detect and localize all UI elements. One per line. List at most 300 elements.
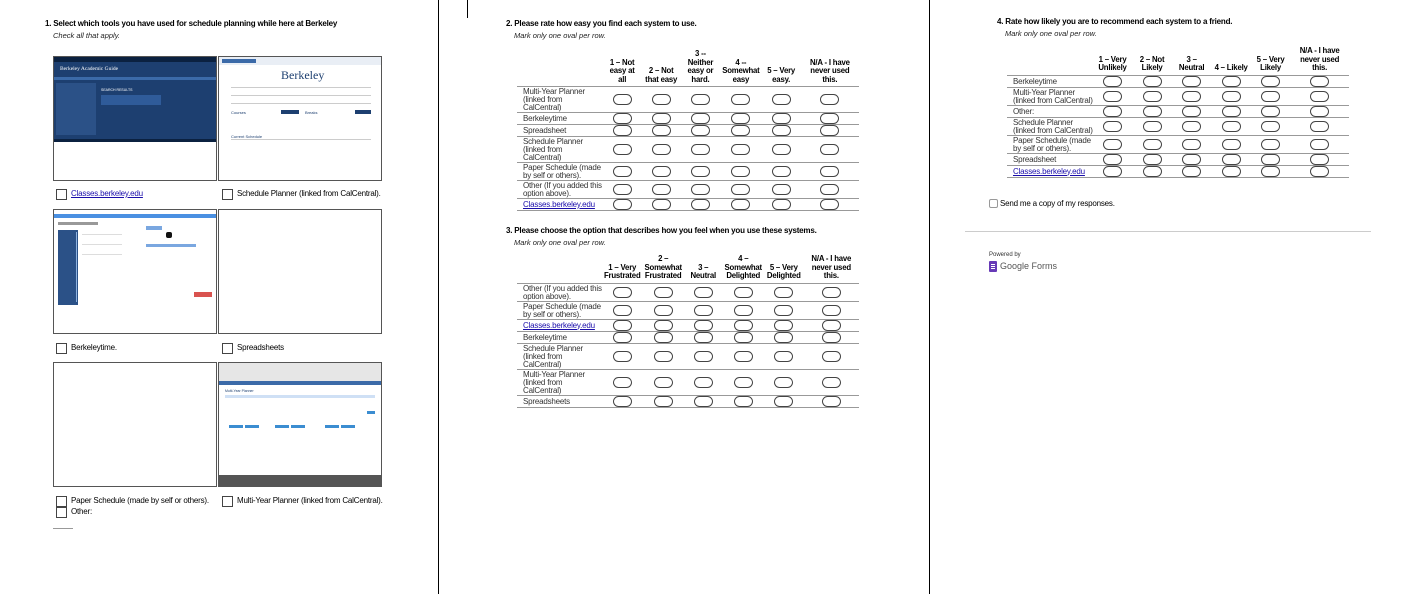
grid-cell	[642, 137, 681, 163]
page-divider-1	[438, 0, 439, 594]
grid-column-header: 4 – Somewhat Delighted	[724, 254, 762, 280]
grid-row-label: Schedule Planner (linked from CalCentral)	[517, 137, 603, 163]
radio-oval[interactable]	[1182, 76, 1201, 87]
radio-oval[interactable]	[1261, 166, 1280, 177]
thumb-breaks: Breaks	[305, 110, 318, 115]
grid-cell	[642, 125, 681, 137]
radio-oval[interactable]	[654, 377, 673, 388]
radio-oval[interactable]	[613, 125, 632, 136]
radio-oval[interactable]	[774, 377, 793, 388]
radio-oval[interactable]	[734, 305, 753, 316]
grid-cell	[684, 331, 723, 343]
grid-cell	[643, 395, 684, 407]
radio-oval[interactable]	[772, 184, 791, 195]
thumb-multi-year-title: Multi-Year Planner	[225, 389, 254, 393]
radio-oval[interactable]	[691, 199, 710, 210]
grid-cell	[1172, 117, 1212, 135]
grid-cell	[603, 137, 642, 163]
grid-cell	[681, 163, 720, 181]
grid-cell	[764, 301, 804, 319]
q1-instruction: Check all that apply.	[53, 31, 120, 40]
grid-cell	[1251, 87, 1290, 105]
q3-grid	[517, 255, 859, 408]
grid-cell	[801, 199, 859, 211]
grid-cell	[801, 87, 859, 113]
grid-cell	[681, 87, 720, 113]
radio-oval[interactable]	[1182, 121, 1201, 132]
grid-cell	[1290, 105, 1349, 117]
grid-column-header: 1 – Not easy at all	[609, 57, 635, 84]
radio-oval[interactable]	[1222, 139, 1241, 150]
thumb-current-schedule: Current Schedule	[231, 134, 263, 139]
radio-oval[interactable]	[1310, 166, 1329, 177]
radio-oval[interactable]	[613, 144, 632, 155]
grid-cell	[684, 301, 723, 319]
grid-cell	[762, 163, 801, 181]
radio-oval[interactable]	[731, 166, 750, 177]
radio-oval[interactable]	[774, 305, 793, 316]
grid-cell	[804, 301, 859, 319]
grid-corner	[517, 255, 602, 283]
grid-cell	[1172, 105, 1212, 117]
checkbox-other[interactable]	[56, 507, 67, 518]
radio-oval[interactable]	[822, 351, 841, 362]
grid-column-header: N/A - I have never used this.	[809, 57, 850, 84]
grid-cell	[643, 331, 684, 343]
checkbox-spreadsheets[interactable]	[222, 343, 233, 354]
radio-oval[interactable]	[820, 166, 839, 177]
radio-oval[interactable]	[734, 320, 753, 331]
grid-cell	[1093, 75, 1133, 87]
radio-oval[interactable]	[691, 166, 710, 177]
radio-oval[interactable]	[1261, 91, 1280, 102]
grid-row	[1007, 165, 1349, 177]
option-schedule-planner-label: Schedule Planner (linked from CalCentral).	[237, 189, 381, 198]
radio-oval[interactable]	[694, 396, 713, 407]
grid-cell	[720, 87, 761, 113]
grid-row-label: Classes.berkeley.edu	[1007, 165, 1093, 177]
grid-column-header: N/A - I have never used this.	[811, 254, 852, 280]
radio-oval[interactable]	[1143, 121, 1162, 132]
radio-oval[interactable]	[1310, 91, 1329, 102]
checkbox-paper-schedule[interactable]	[56, 496, 67, 507]
grid-cell	[1290, 135, 1349, 153]
thumb-courses: Courses	[231, 110, 246, 115]
radio-oval[interactable]	[1103, 121, 1122, 132]
option-paper-schedule-label: Paper Schedule (made by self or others).	[71, 496, 209, 505]
grid-column-header: 4 -- Somewhat easy	[722, 57, 760, 84]
radio-oval[interactable]	[652, 113, 671, 124]
radio-oval[interactable]	[613, 287, 632, 298]
grid-cell	[1251, 105, 1290, 117]
grid-cell	[681, 181, 720, 199]
radio-oval[interactable]	[694, 351, 713, 362]
radio-oval[interactable]	[613, 320, 632, 331]
grid-row	[1007, 75, 1349, 87]
grid-cell	[681, 113, 720, 125]
radio-oval[interactable]	[654, 305, 673, 316]
grid-column-header: 4 – Likely	[1214, 63, 1248, 72]
grid-cell	[804, 331, 859, 343]
grid-cell	[643, 319, 684, 331]
radio-oval[interactable]	[1222, 154, 1241, 165]
grid-cell	[684, 395, 723, 407]
radio-oval[interactable]	[1261, 106, 1280, 117]
radio-oval[interactable]	[774, 332, 793, 343]
grid-column-header: 3 – Neutral	[1178, 54, 1205, 72]
grid-cell	[681, 137, 720, 163]
grid-row-label: Berkeleytime	[517, 113, 603, 125]
checkbox-schedule-planner[interactable]	[222, 189, 233, 200]
radio-oval[interactable]	[820, 144, 839, 155]
grid-cell	[603, 199, 642, 211]
grid-cell	[602, 395, 643, 407]
grid-row-label: Schedule Planner (linked from CalCentral)	[1007, 117, 1093, 135]
other-text-line[interactable]	[53, 528, 73, 529]
grid-row	[517, 343, 859, 369]
page-divider-2	[929, 0, 930, 594]
grid-row	[1007, 105, 1349, 117]
radio-oval[interactable]	[820, 125, 839, 136]
radio-oval[interactable]	[652, 125, 671, 136]
grid-cell	[1132, 165, 1171, 177]
radio-oval[interactable]	[694, 320, 713, 331]
grid-cell	[603, 87, 642, 113]
grid-row-label: Classes.berkeley.edu	[517, 199, 603, 211]
grid-column-header: 3 – Neutral	[690, 262, 716, 280]
radio-oval[interactable]	[734, 396, 753, 407]
grid-cell	[723, 343, 764, 369]
grid-column-header: 1 – Very Unlikely	[1098, 54, 1127, 72]
radio-oval[interactable]	[1261, 154, 1280, 165]
radio-oval[interactable]	[822, 332, 841, 343]
grid-cell	[762, 181, 801, 199]
radio-oval[interactable]	[1222, 121, 1241, 132]
grid-cell	[723, 331, 764, 343]
grid-row	[517, 395, 859, 407]
grid-cell	[1211, 87, 1250, 105]
grid-row-label: Multi-Year Planner (linked from CalCentral)	[517, 87, 603, 113]
grid-cell	[1211, 165, 1250, 177]
radio-oval[interactable]	[691, 184, 710, 195]
radio-oval[interactable]	[731, 144, 750, 155]
radio-oval[interactable]	[1103, 154, 1122, 165]
q2-title: 2. Please rate how easy you find each system to use.	[506, 19, 697, 28]
grid-cell	[720, 113, 761, 125]
radio-oval[interactable]	[772, 199, 791, 210]
thumb-schedule-planner	[218, 56, 382, 181]
radio-oval[interactable]	[1310, 106, 1329, 117]
grid-column-header: 3 -- Neither easy or hard.	[687, 49, 714, 84]
radio-oval[interactable]	[652, 166, 671, 177]
radio-oval[interactable]	[734, 332, 753, 343]
grid-cell	[684, 319, 723, 331]
option-berkeleytime-label: Berkeleytime.	[71, 343, 117, 352]
grid-cell	[801, 137, 859, 163]
grid-cell	[723, 283, 764, 301]
grid-row-label: Other:	[1007, 105, 1093, 117]
grid-column-header: 2 – Somewhat Frustrated	[644, 254, 682, 280]
grid-cell	[723, 369, 764, 395]
grid-row-label: Classes.berkeley.edu	[517, 319, 602, 331]
radio-oval[interactable]	[694, 287, 713, 298]
grid-cell	[643, 283, 684, 301]
thumb-guide-title: Berkeley Academic Guide	[60, 66, 119, 72]
google-forms-icon	[989, 261, 997, 272]
radio-oval[interactable]	[1222, 76, 1241, 87]
grid-cell	[642, 87, 681, 113]
radio-oval[interactable]	[774, 287, 793, 298]
grid-cell	[602, 331, 643, 343]
radio-oval[interactable]	[652, 184, 671, 195]
thumb-spreadsheets	[218, 209, 382, 334]
powered-by-label: Powered by	[989, 252, 1021, 258]
radio-oval[interactable]	[1310, 76, 1329, 87]
grid-row-label: Berkeleytime	[517, 331, 602, 343]
grid-cell	[801, 163, 859, 181]
radio-oval[interactable]	[822, 396, 841, 407]
radio-oval[interactable]	[774, 320, 793, 331]
thumb-paper-schedule	[53, 362, 217, 487]
radio-oval[interactable]	[613, 396, 632, 407]
thumb-academic-guide	[53, 56, 217, 181]
radio-oval[interactable]	[822, 377, 841, 388]
grid-cell	[762, 137, 801, 163]
grid-cell	[642, 199, 681, 211]
radio-oval[interactable]	[731, 113, 750, 124]
checkbox-classes[interactable]	[56, 189, 67, 200]
grid-row-label: Other (If you added this option above).	[517, 181, 603, 199]
grid-row	[517, 319, 859, 331]
grid-cell	[720, 199, 761, 211]
thumb-multi-year-planner	[218, 362, 382, 487]
radio-oval[interactable]	[1222, 166, 1241, 177]
radio-oval[interactable]	[731, 199, 750, 210]
radio-oval[interactable]	[654, 351, 673, 362]
radio-oval[interactable]	[1143, 76, 1162, 87]
grid-row	[517, 301, 859, 319]
grid-cell	[602, 283, 643, 301]
grid-row-label: Berkeleytime	[1007, 75, 1093, 87]
grid-cell	[1251, 135, 1290, 153]
grid-cell	[1290, 87, 1349, 105]
radio-oval[interactable]	[1103, 106, 1122, 117]
grid-column-header: N/A - I have never used this.	[1299, 46, 1340, 72]
radio-oval[interactable]	[694, 305, 713, 316]
checkbox-berkeleytime[interactable]	[56, 343, 67, 354]
q2-instruction: Mark only one oval per row.	[514, 31, 606, 40]
radio-oval[interactable]	[1103, 166, 1122, 177]
radio-oval[interactable]	[613, 305, 632, 316]
grid-row	[517, 163, 859, 181]
radio-oval[interactable]	[820, 184, 839, 195]
radio-oval[interactable]	[1182, 91, 1201, 102]
grid-corner	[1007, 47, 1093, 75]
radio-oval[interactable]	[731, 184, 750, 195]
grid-cell	[764, 395, 804, 407]
radio-oval[interactable]	[1143, 91, 1162, 102]
radio-oval[interactable]	[820, 113, 839, 124]
grid-cell	[603, 181, 642, 199]
radio-oval[interactable]	[822, 320, 841, 331]
radio-oval[interactable]	[654, 320, 673, 331]
radio-oval[interactable]	[1182, 166, 1201, 177]
radio-oval[interactable]	[820, 199, 839, 210]
grid-cell	[801, 181, 859, 199]
grid-cell	[762, 113, 801, 125]
grid-cell	[603, 125, 642, 137]
radio-oval[interactable]	[772, 125, 791, 136]
grid-row	[1007, 153, 1349, 165]
grid-cell	[1211, 153, 1250, 165]
radio-oval[interactable]	[652, 144, 671, 155]
grid-cell	[1093, 105, 1133, 117]
option-classes-label[interactable]: Classes.berkeley.edu	[71, 189, 143, 198]
radio-oval[interactable]	[652, 199, 671, 210]
grid-cell	[1093, 117, 1133, 135]
radio-oval[interactable]	[772, 94, 791, 105]
radio-oval[interactable]	[1182, 106, 1201, 117]
grid-cell	[1132, 117, 1171, 135]
radio-oval[interactable]	[1310, 121, 1329, 132]
radio-oval[interactable]	[613, 113, 632, 124]
grid-cell	[1211, 135, 1250, 153]
grid-row-label: Other (If you added this option above).	[517, 283, 602, 301]
radio-oval[interactable]	[772, 113, 791, 124]
radio-oval[interactable]	[691, 125, 710, 136]
radio-oval[interactable]	[1310, 154, 1329, 165]
grid-cell	[642, 163, 681, 181]
radio-oval[interactable]	[772, 166, 791, 177]
grid-cell	[684, 369, 723, 395]
radio-oval[interactable]	[1143, 106, 1162, 117]
grid-row	[517, 137, 859, 163]
grid-row	[1007, 87, 1349, 105]
grid-row-label: Schedule Planner (linked from CalCentral)	[517, 343, 602, 369]
option-multi-year-label: Multi-Year Planner (linked from CalCentral).	[237, 496, 383, 505]
grid-cell	[762, 87, 801, 113]
grid-cell	[681, 199, 720, 211]
q4-title: 4. Rate how likely you are to recommend each system to a friend.	[997, 17, 1233, 26]
grid-cell	[720, 163, 761, 181]
send-copy-checkbox[interactable]	[989, 199, 998, 208]
radio-oval[interactable]	[691, 94, 710, 105]
radio-oval[interactable]	[820, 94, 839, 105]
grid-row-label: Paper Schedule (made by self or others).	[517, 163, 603, 181]
grid-cell	[643, 369, 684, 395]
radio-oval[interactable]	[1182, 139, 1201, 150]
radio-oval[interactable]	[694, 377, 713, 388]
radio-oval[interactable]	[613, 166, 632, 177]
radio-oval[interactable]	[1222, 106, 1241, 117]
grid-cell	[681, 125, 720, 137]
grid-cell	[1251, 153, 1290, 165]
grid-column-header: 5 – Very Likely	[1256, 54, 1285, 72]
radio-oval[interactable]	[1182, 154, 1201, 165]
grid-row-label: Multi-Year Planner (linked from CalCentral)	[1007, 87, 1093, 105]
grid-cell	[764, 283, 804, 301]
radio-oval[interactable]	[822, 287, 841, 298]
grid-cell	[642, 181, 681, 199]
radio-oval[interactable]	[822, 305, 841, 316]
grid-column-header: 2 – Not that easy	[645, 66, 678, 84]
radio-oval[interactable]	[652, 94, 671, 105]
radio-oval[interactable]	[774, 396, 793, 407]
grid-corner	[517, 50, 603, 87]
radio-oval[interactable]	[1261, 139, 1280, 150]
radio-oval[interactable]	[731, 94, 750, 105]
radio-oval[interactable]	[613, 377, 632, 388]
grid-row	[1007, 117, 1349, 135]
radio-oval[interactable]	[731, 125, 750, 136]
grid-cell	[602, 319, 643, 331]
checkbox-multi-year-planner[interactable]	[222, 496, 233, 507]
radio-oval[interactable]	[774, 351, 793, 362]
radio-oval[interactable]	[1103, 91, 1122, 102]
grid-cell	[720, 137, 761, 163]
radio-oval[interactable]	[734, 377, 753, 388]
grid-cell	[1251, 75, 1290, 87]
radio-oval[interactable]	[1261, 76, 1280, 87]
grid-row	[517, 331, 859, 343]
radio-oval[interactable]	[1143, 139, 1162, 150]
radio-oval[interactable]	[1143, 154, 1162, 165]
radio-oval[interactable]	[1143, 166, 1162, 177]
radio-oval[interactable]	[654, 396, 673, 407]
grid-cell	[762, 199, 801, 211]
radio-oval[interactable]	[654, 287, 673, 298]
radio-oval[interactable]	[1103, 139, 1122, 150]
radio-oval[interactable]	[691, 113, 710, 124]
grid-row	[517, 199, 859, 211]
grid-row	[517, 181, 859, 199]
grid-row-label: Multi-Year Planner (linked from CalCentral)	[517, 369, 602, 395]
radio-oval[interactable]	[1222, 91, 1241, 102]
radio-oval[interactable]	[1103, 76, 1122, 87]
grid-cell	[720, 181, 761, 199]
grid-cell	[1093, 87, 1133, 105]
radio-oval[interactable]	[1261, 121, 1280, 132]
thumb-berkeley-wordmark: Berkeley	[281, 68, 325, 82]
radio-oval[interactable]	[772, 144, 791, 155]
send-copy-label: Send me a copy of my responses.	[1000, 199, 1115, 208]
grid-cell	[602, 343, 643, 369]
grid-cell	[1172, 87, 1212, 105]
grid-cell	[723, 301, 764, 319]
radio-oval[interactable]	[613, 351, 632, 362]
grid-cell	[801, 125, 859, 137]
radio-oval[interactable]	[654, 332, 673, 343]
radio-oval[interactable]	[613, 332, 632, 343]
radio-oval[interactable]	[613, 94, 632, 105]
radio-oval[interactable]	[1310, 139, 1329, 150]
grid-cell	[1211, 105, 1250, 117]
grid-cell	[804, 283, 859, 301]
radio-oval[interactable]	[613, 184, 632, 195]
grid-cell	[684, 343, 723, 369]
radio-oval[interactable]	[734, 351, 753, 362]
grid-row	[517, 125, 859, 137]
radio-oval[interactable]	[734, 287, 753, 298]
grid-cell	[1132, 105, 1171, 117]
radio-oval[interactable]	[694, 332, 713, 343]
radio-oval[interactable]	[691, 144, 710, 155]
q1-title: 1. Select which tools you have used for schedule planning while here at Berkeley	[45, 19, 338, 28]
grid-cell	[804, 319, 859, 331]
grid-cell	[684, 283, 723, 301]
grid-cell	[804, 395, 859, 407]
radio-oval[interactable]	[613, 199, 632, 210]
